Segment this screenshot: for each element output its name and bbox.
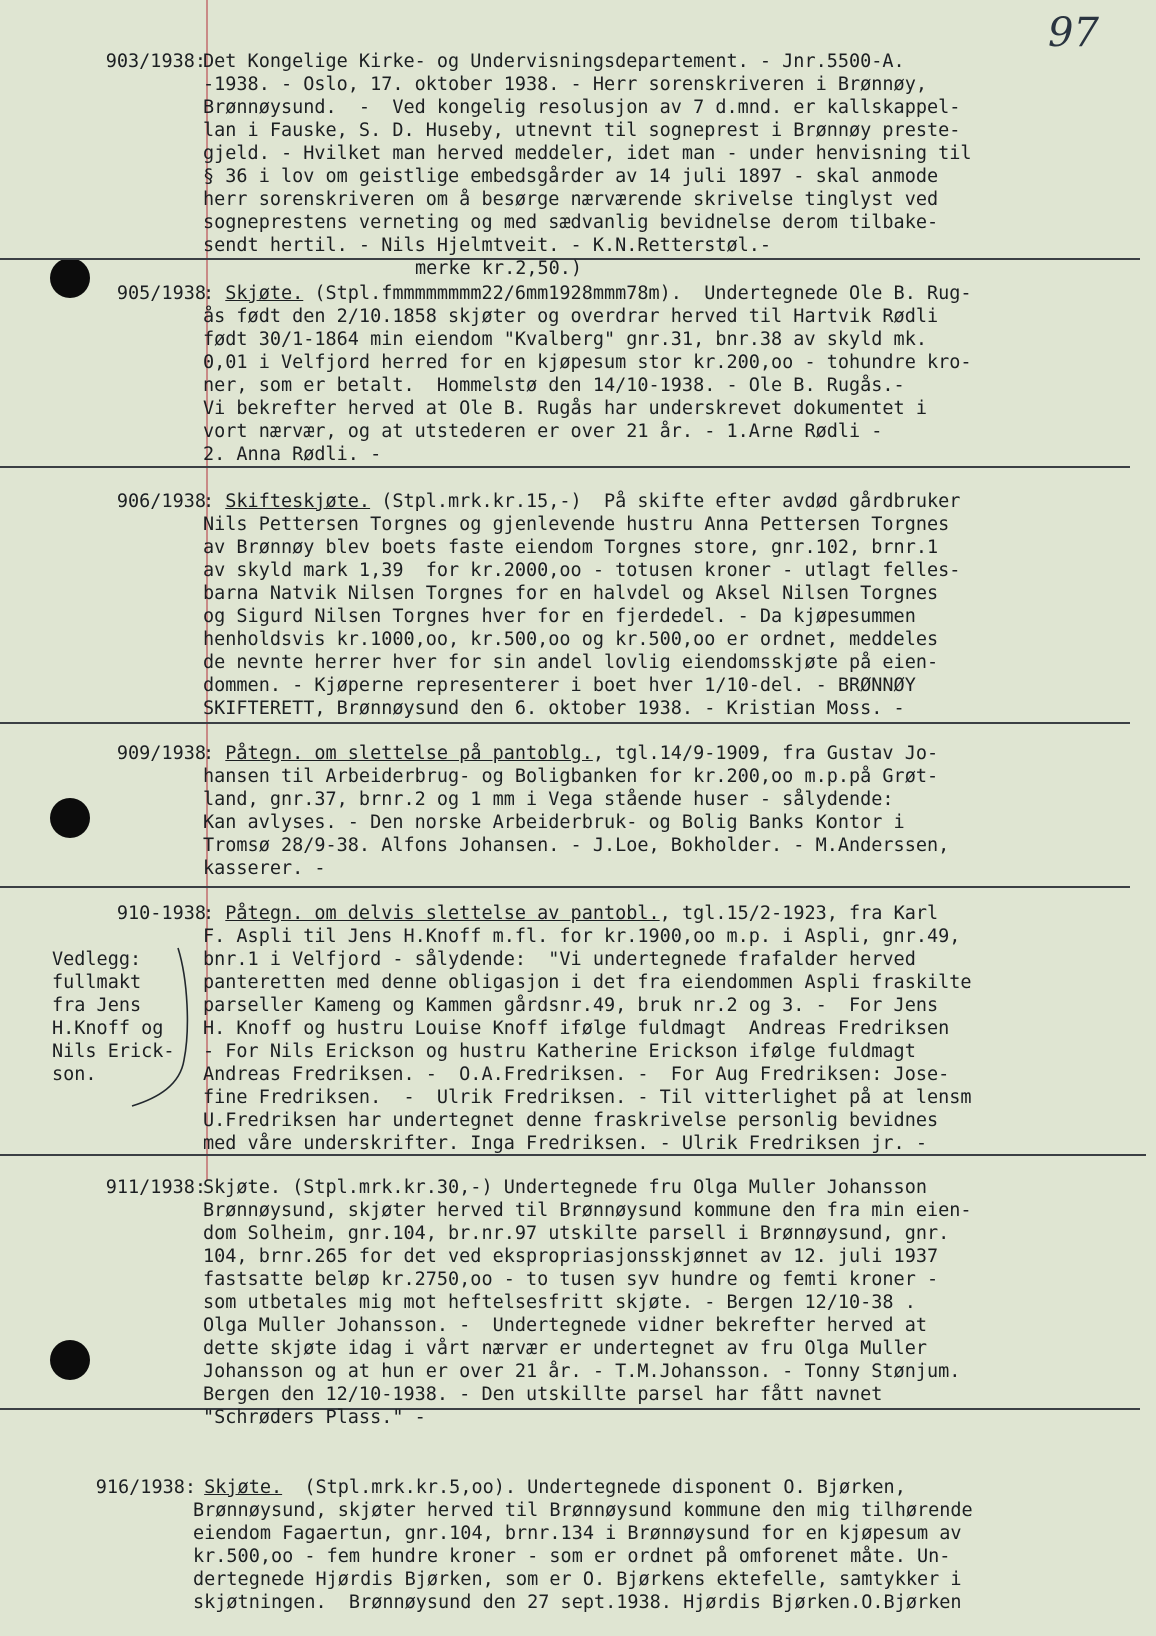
entry-line: SKIFTERETT, Brønnøysund den 6. oktober 1938. - Kristian Moss. -: [203, 698, 905, 719]
entry-line: kasserer. -: [203, 858, 326, 879]
entry-title: Skjøte.: [204, 1477, 283, 1498]
entry-line: av skyld mark 1,39 for kr.2000,oo - totusen kroner - utlagt felles-: [203, 560, 961, 581]
entry-divider: [0, 722, 1130, 724]
entry-line: sogneprestens verneting og med sædvanlig bevidnelse derom tilbake-: [203, 212, 939, 233]
entry-line: Nils Pettersen Torgnes og gjenlevende hustru Anna Pettersen Torgnes: [203, 514, 950, 535]
entry-line: dommen. - Kjøperne representerer i boet hver 1/10-del. - BRØNNØY: [203, 675, 916, 696]
entry-line: de nevnte herrer hver for sin andel lovlig eiendomsskjøte på eien-: [203, 652, 939, 673]
entry-line: fastsatte beløp kr.2750,oo - to tusen syv hundre og femti kroner -: [203, 1269, 939, 1290]
entry-line: og Sigurd Nilsen Torgnes hver for en fjerdedel. - Da kjøpesummen: [203, 606, 916, 627]
entry-text: [203, 1176, 972, 1429]
entry-line: kr.500,oo - fem hundre kroner - som er ordnet på omforenet måte. Un-: [193, 1546, 951, 1567]
entry-line: : Påtegn. om delvis slettelse av pantobl., tgl.15/2-1923, fra Karl: [203, 903, 939, 924]
entry-title: Skifteskjøte.: [225, 491, 371, 512]
entry-line: U.Fredriksen har undertegnet denne fraskrivelse personlig bevidnes: [203, 1110, 939, 1131]
entry-line: gjeld. - Hvilket man herved meddeler, idet man - under henvisning til: [203, 143, 972, 164]
entry-title: Skjøte.: [225, 283, 304, 304]
entry-line: dom Solheim, gnr.104, br.nr.97 utskilte parsell i Brønnøysund, gnr.: [203, 1223, 950, 1244]
entry-line: lan i Fauske, S. D. Huseby, utnevnt til sogneprest i Brønnøy preste-: [203, 120, 961, 141]
margin-annotation-line: H.Knoff og: [52, 1018, 164, 1039]
entry-line: 104, brnr.265 for det ved ekspropriasjonsskjønnet av 12. juli 1937: [203, 1246, 939, 1267]
margin-annotation-line: Nils Erick-: [52, 1041, 175, 1062]
entry-text: [203, 50, 972, 257]
page-number: 97: [1048, 10, 1099, 56]
entry-text: [193, 1476, 973, 1614]
entry-text: [203, 742, 949, 880]
entry-divider: [0, 466, 1130, 468]
entry-line: vort nærvær, og at utstederen er over 21 år. - 1.Arne Rødli -: [203, 421, 883, 442]
margin-annotation-line: fra Jens: [52, 995, 142, 1016]
entry-line: F. Aspli til Jens H.Knoff m.fl. for kr.1900,oo m.p. i Aspli, gnr.49,: [203, 926, 961, 947]
entry-line: eiendom Fagaertun, gnr.104, brnr.134 i Brønnøysund for en kjøpesum av: [193, 1523, 962, 1544]
entry-number: 910-1938: [116, 903, 206, 924]
entry-line: Skjøte. (Stpl.mrk.kr.5,oo). Undertegnede disponent O. Bjørken,: [204, 1477, 906, 1498]
entry-text: [203, 490, 960, 720]
entry-line: som utbetales mig mot heftelsesfritt skjøte. - Bergen 12/10-38 .: [203, 1292, 916, 1313]
entry-line: hansen til Arbeiderbrug- og Boligbanken for kr.200,oo m.p.på Grøt-: [203, 766, 939, 787]
entry-line: dertegnede Hjørdis Bjørken, som er O. Bjørkens ektefelle, samtykker i: [193, 1569, 962, 1590]
entry-line: parseller Kameng og Kammen gårdsnr.49, bruk nr.2 og 3. - For Jens: [203, 995, 939, 1016]
entry-correction-note: merke kr.2,50.): [415, 258, 583, 279]
punch-hole: [50, 798, 90, 838]
entry-line: 0,01 i Velfjord herred for en kjøpesum stor kr.200,oo - tohundre kro-: [203, 352, 972, 373]
entry-number: 916/1938:: [95, 1477, 196, 1498]
margin-annotation-line: son.: [52, 1064, 97, 1085]
entry-line: Tromsø 28/9-38. Alfons Johansen. - J.Loe, Bokholder. - M.Anderssen,: [203, 835, 950, 856]
entry-line: Skjøte. (Stpl.mrk.kr.30,-) Undertegnede fru Olga Muller Johansson: [203, 1177, 927, 1198]
entry-line: født 30/1-1864 min eiendom "Kvalberg" gnr.31, bnr.38 av skyld mk.: [203, 329, 927, 350]
entry-line: : Påtegn. om slettelse på pantoblg., tgl.14/9-1909, fra Gustav Jo-: [203, 743, 939, 764]
entry-line: bnr.1 i Velfjord - sålydende: "Vi undertegnede frafalder herved: [203, 949, 916, 970]
entry-title: Påtegn. om delvis slettelse av pantobl.: [225, 903, 660, 924]
entry-line: § 36 i lov om geistlige embedsgårder av 14 juli 1897 - skal anmode: [203, 166, 939, 187]
entry-number: 906/1938: [116, 491, 206, 512]
entry-line: H. Knoff og hustru Louise Knoff ifølge fuldmagt Andreas Fredriksen: [203, 1018, 950, 1039]
entry-line: barna Natvik Nilsen Torgnes for en halvdel og Aksel Nilsen Torgnes: [203, 583, 939, 604]
entry-number: 911/1938:: [105, 1177, 206, 1198]
entry-line: fine Fredriksen. - Ulrik Fredriksen. - Til vitterlighet på at lensm: [203, 1087, 972, 1108]
entry-line: : Skjøte. (Stpl.fmmmmmmmm22/6mm1928mmm78m). Undertegnede Ole B. Rug-: [203, 283, 972, 304]
entry-line: Det Kongelige Kirke- og Undervisningsdepartement. - Jnr.5500-A.: [203, 51, 905, 72]
entry-line: henholdsvis kr.1000,oo, kr.500,oo og kr.500,oo er ordnet, meddeles: [203, 629, 939, 650]
entry-line: - For Nils Erickson og hustru Katherine Erickson ifølge fuldmagt: [203, 1041, 916, 1062]
entry-line: Brønnøysund, skjøter herved til Brønnøysund kommune den mig tilhørende: [193, 1500, 973, 1521]
entry-number: 909/1938: [116, 743, 206, 764]
entry-line: av Brønnøy blev boets faste eiendom Torgnes store, gnr.102, brnr.1: [203, 537, 939, 558]
entry-line: med våre underskrifter. Inga Fredriksen. - Ulrik Fredriksen jr. -: [203, 1133, 927, 1154]
entry-line: herr sorenskriveren om å besørge nærværende skrivelse tinglyst ved: [203, 189, 939, 210]
entry-line: Brønnøysund. - Ved kongelig resolusjon av 7 d.mnd. er kallskappel-: [203, 97, 961, 118]
punch-hole: [50, 1340, 90, 1380]
entry-number: 905/1938: [116, 283, 206, 304]
bracket-mark: [118, 940, 208, 1120]
margin-annotation-line: fullmakt: [52, 972, 142, 993]
entry-line: ås født den 2/10.1858 skjøter og overdrar herved til Hartvik Rødli: [203, 306, 939, 327]
entry-number: 903/1938:: [105, 51, 206, 72]
entry-line: land, gnr.37, brnr.2 og 1 mm i Vega stående huser - sålydende:: [203, 789, 894, 810]
entry-divider: [0, 886, 1130, 888]
entry-line: sendt hertil. - Nils Hjelmtveit. - K.N.Retterstøl.-: [203, 235, 772, 256]
entry-text: [203, 282, 972, 466]
entry-line: skjøtningen. Brønnøysund den 27 sept.1938. Hjørdis Bjørken.O.Bjørken: [193, 1592, 962, 1613]
entry-line: Vi bekrefter herved at Ole B. Rugås har underskrevet dokumentet i: [203, 398, 927, 419]
entry-line: Brønnøysund, skjøter herved til Brønnøysund kommune den fra min eien-: [203, 1200, 972, 1221]
entry-line: -1938. - Oslo, 17. oktober 1938. - Herr sorenskriveren i Brønnøy,: [203, 74, 927, 95]
entry-line: "Schrøders Plass." -: [203, 1407, 426, 1428]
entry-line: Andreas Fredriksen. - O.A.Fredriksen. - For Aug Fredriksen: Jose-: [203, 1064, 950, 1085]
entry-line: Kan avlyses. - Den norske Arbeiderbruk- og Bolig Banks Kontor i: [203, 812, 905, 833]
entry-line: Olga Muller Johansson. - Undertegnede vidner bekrefter herved at: [203, 1315, 927, 1336]
entry-line: dette skjøte idag i vårt nærvær er undertegnet av fru Olga Muller: [203, 1338, 927, 1359]
entry-line: Bergen den 12/10-1938. - Den utskillte parsel har fått navnet: [203, 1384, 883, 1405]
entry-line: : Skifteskjøte. (Stpl.mrk.kr.15,-) På skifte efter avdød gårdbruker: [203, 491, 961, 512]
entry-text: [203, 902, 972, 1155]
entry-line: Johansson og at hun er over 21 år. - T.M.Johansson. - Tonny Stønjum.: [203, 1361, 961, 1382]
margin-annotation-line: Vedlegg:: [52, 949, 142, 970]
entry-line: 2. Anna Rødli. -: [203, 444, 382, 465]
entry-title: Påtegn. om slettelse på pantoblg.: [225, 743, 593, 764]
entry-line: panteretten med denne obligasjon i det fra eiendommen Aspli fraskilte: [203, 972, 972, 993]
entry-line: ner, som er betalt. Hommelstø den 14/10-1938. - Ole B. Rugås.-: [203, 375, 905, 396]
